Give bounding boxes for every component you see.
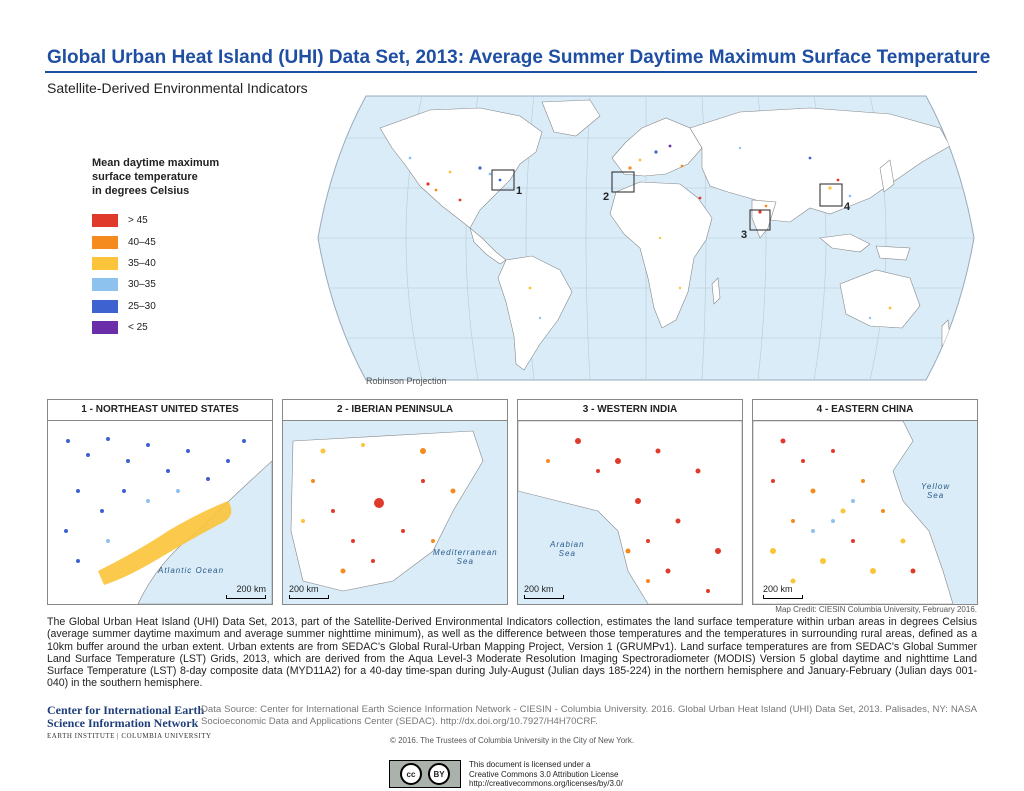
license-block [389, 760, 623, 789]
legend-item [92, 253, 242, 274]
legend-item [92, 231, 242, 252]
legend-label: < 25 [128, 322, 148, 334]
license-line-2: Creative Commons 3.0 Attribution License [469, 769, 619, 779]
legend-swatch [92, 300, 118, 313]
sea-label: Atlantic Ocean [158, 566, 225, 575]
page-title: Global Urban Heat Island (UHI) Data Set, 2013: Average Summer Daytime Maximum Surface Temperature [47, 47, 991, 68]
scale-label: 200 km [763, 584, 793, 594]
inset-panel-western-india [517, 399, 743, 605]
legend-item [92, 274, 242, 295]
legend-label: 35–40 [128, 257, 156, 269]
title-divider [45, 71, 977, 73]
scale-label: 200 km [524, 584, 554, 594]
ciesin-line-2: Science Information Network [47, 716, 199, 730]
legend-swatch [92, 236, 118, 249]
page-subtitle: Satellite-Derived Environmental Indicators [47, 80, 308, 96]
legend [92, 156, 242, 338]
ciesin-logo [47, 703, 212, 740]
panel-title: 3 - WESTERN INDIA [518, 400, 742, 421]
license-line-1: This document is licensed under a [469, 760, 591, 769]
cc-by-badge [389, 760, 461, 788]
legend-item [92, 296, 242, 317]
scale-bar [763, 584, 803, 599]
inset-panel-northeast-us [47, 399, 273, 605]
by-icon: BY [428, 763, 450, 785]
inset-map [283, 421, 507, 604]
legend-item [92, 210, 242, 231]
inset-panel-iberian-peninsula [282, 399, 508, 605]
legend-label: > 45 [128, 215, 148, 227]
inset-map [48, 421, 272, 604]
scale-label: 200 km [236, 584, 266, 594]
ciesin-subline: EARTH INSTITUTE | COLUMBIA UNIVERSITY [47, 732, 212, 740]
panel-title: 2 - IBERIAN PENINSULA [283, 400, 507, 421]
panel-title: 1 - NORTHEAST UNITED STATES [48, 400, 272, 421]
region-marker-label: 1 [516, 185, 523, 197]
description: The Global Urban Heat Island (UHI) Data Set, 2013, part of the Satellite-Derived Environmental Indicators collection, estimates the land surface temperature within urban areas in degrees Celsius (average summer daytime maximum and average summer nighttime minimum), as well as the difference between those temperatures and the temperatures in surrounding rural areas, defined as a 10km buffer around the urban extent. Urban extents are from SEDAC's Global Rural-Urban Mapping Project, Version 1 (GRUMPv1). Land surface temperatures are from SEDAC's Global Summer Land Surface Temperature (LST) Grids, 2013, which are derived from the Aqua Level-3 Moderate Resolution Imaging Spectroradiometer (MODIS) Version 5 global daytime and nighttime Land Surface Temperature (LST) 8-day composite data (MYD11A2) for a 40-day time-span during July-August (Julian days 185-224) in the northern hemisphere and January-February (Julian days 001-040) in the southern hemisphere. [47, 616, 977, 690]
region-marker-label: 2 [603, 191, 610, 203]
inset-map [753, 421, 977, 604]
legend-swatch [92, 257, 118, 270]
sea-label: Arabian Sea [550, 540, 585, 558]
legend-item [92, 317, 242, 338]
region-marker-label: 3 [741, 229, 748, 241]
legend-label: 25–30 [128, 300, 156, 312]
data-source: Data Source: Center for International Earth Science Information Network - CIESIN - Columbia University. 2016. Global Urban Heat Island (UHI) Data Set, 2013. Palisades, NY: NASA Socioeconomic Data and Applications Center (SEDAC). http://dx.doi.org/10.7927/H4H70CRF. [201, 704, 977, 727]
legend-label: 30–35 [128, 279, 156, 291]
legend-title: Mean daytime maximum surface temperature in degrees Celsius [92, 157, 220, 197]
legend-label: 40–45 [128, 236, 156, 248]
sea-label: Yellow Sea [921, 482, 951, 500]
inset-map [518, 421, 742, 604]
scale-bar [524, 584, 564, 599]
legend-swatch [92, 214, 118, 227]
copyright: © 2016. The Trustees of Columbia University in the City of New York. [389, 736, 635, 745]
panel-title: 4 - EASTERN CHINA [753, 400, 977, 421]
projection-label: Robinson Projection [366, 376, 447, 386]
legend-swatch [92, 278, 118, 291]
scale-bar [226, 584, 266, 599]
scale-label: 200 km [289, 584, 319, 594]
ciesin-line-1: Center for International Earth [47, 703, 205, 717]
sea-label: Mediterranean Sea [433, 548, 498, 566]
map-credit: Map Credit: CIESIN Columbia University, February 2016. [775, 605, 977, 614]
world-map [310, 88, 982, 388]
scale-bar [289, 584, 329, 599]
inset-panel-eastern-china [752, 399, 978, 605]
region-marker-label: 4 [844, 201, 851, 213]
cc-icon: cc [400, 763, 422, 785]
legend-swatch [92, 321, 118, 334]
license-link[interactable]: http://creativecommons.org/licenses/by/3.0/ [469, 779, 623, 788]
